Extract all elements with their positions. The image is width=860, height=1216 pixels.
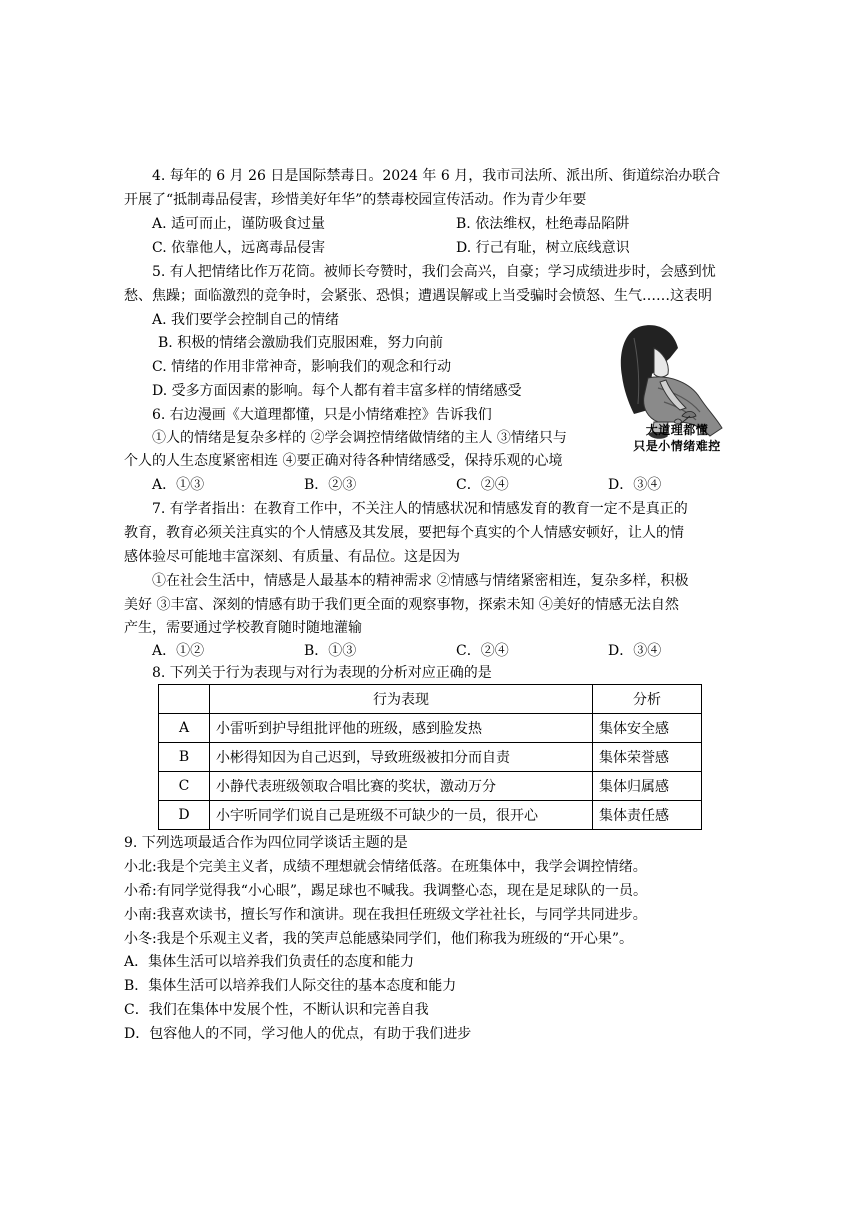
- table-cell-option: A: [159, 714, 210, 743]
- q9-stem: 9. 下列选项最适合作为四位同学谈话主题的是: [124, 835, 408, 851]
- cartoon-caption-line1: 大道理都懂: [645, 423, 709, 437]
- table-cell-analysis: 集体荣誉感: [593, 743, 702, 772]
- q6-option-c: C．②④: [456, 477, 509, 493]
- table-cell-behavior: 小静代表班级领取合唱比赛的奖状，激动万分: [210, 772, 593, 801]
- table-row: [159, 714, 702, 743]
- q6-option-a: A．①③: [152, 477, 205, 493]
- q9-speaker-xiaonan: 小南:我喜欢读书，擅长写作和演讲。现在我担任班级文学社社长，与同学共同进步。: [124, 907, 647, 923]
- q4-option-c: C. 依靠他人，远离毒品侵害: [152, 240, 326, 256]
- q7-stem-line2: 教育，教育必须关注真实的个人情感及其发展，要把每个真实的个人情感安顿好，让人的情: [124, 525, 684, 541]
- q5-option-b: B. 积极的情绪会激励我们克服困难，努力向前: [158, 335, 444, 351]
- q8-table: [158, 684, 702, 830]
- q6-option-b: B．②③: [304, 477, 357, 493]
- cartoon-caption: [612, 422, 742, 454]
- cartoon-caption-line2: 只是小情绪难控: [633, 439, 721, 453]
- q9-option-d: D．包容他人的不同，学习他人的优点，有助于我们进步: [124, 1026, 472, 1042]
- q8-stem: 8. 下列关于行为表现与对行为表现的分析对应正确的是: [152, 665, 492, 681]
- table-header-row: [159, 685, 702, 714]
- q9-speaker-xiaodong: 小冬:我是个乐观主义者，我的笑声总能感染同学们，他们称我为班级的“开心果”。: [124, 931, 634, 947]
- q5-option-d: D. 受多方面因素的影响。每个人都有着丰富多样的情绪感受: [152, 383, 522, 399]
- table-header-cell: 行为表现: [210, 685, 593, 714]
- table-header-cell: 分析: [593, 685, 702, 714]
- q9-option-a: A．集体生活可以培养我们负责任的态度和能力: [124, 954, 415, 970]
- q7-stem-line3: 感体验尽可能地丰富深刻、有质量、有品位。这是因为: [124, 549, 460, 565]
- table-row: [159, 772, 702, 801]
- q4-stem-line1: 4. 每年的 6 月 26 日是国际禁毒日。2024 年 6 月，我市司法所、派出所、街道综治办联合: [152, 168, 721, 184]
- q7-stem-line5: 美好 ③丰富、深刻的情感有助于我们更全面的观察事物，探索未知 ④美好的情感无法自然: [124, 597, 679, 613]
- table-cell-option: D: [159, 801, 210, 830]
- q7-stem-line6: 产生，需要通过学校教育随时随地灌输: [124, 620, 362, 636]
- q5-stem-line2: 愁、焦躁；面临激烈的竞争时，会紧张、恐惧；遭遇误解或上当受骗时会愤怒、生气……这表明: [124, 288, 712, 304]
- q4-option-b: B. 依法维权，杜绝毒品陷阱: [456, 216, 630, 232]
- q4-stem-line2: 开展了“抵制毒品侵害，珍惜美好年华”的禁毒校园宣传活动。作为青少年要: [124, 192, 587, 208]
- table-cell-behavior: 小彬得知因为自己迟到，导致班级被扣分而自责: [210, 743, 593, 772]
- q9-speaker-xiaoxi: 小希:有同学觉得我“小心眼”，踢足球也不喊我。我调整心态，现在是足球队的一员。: [124, 883, 648, 899]
- table-cell-analysis: 集体归属感: [593, 772, 702, 801]
- q9-speaker-xiaobei: 小北:我是个完美主义者，成绩不理想就会情绪低落。在班集体中，我学会调控情绪。: [124, 859, 647, 875]
- q5-option-c: C. 情绪的作用非常神奇，影响我们的观念和行动: [152, 359, 452, 375]
- q6-option-d: D．③④: [608, 477, 662, 493]
- q7-option-c: C．②④: [456, 643, 509, 659]
- q4-option-a: A. 适可而止，谨防吸食过量: [152, 216, 326, 232]
- table-cell-behavior: 小宇听同学们说自己是班级不可缺少的一员，很开心: [210, 801, 593, 830]
- table-cell-option: C: [159, 772, 210, 801]
- q6-stem-line1: 6. 右边漫画《大道理都懂，只是小情绪难控》告诉我们: [152, 407, 492, 423]
- table-header-cell: [159, 685, 210, 714]
- table-row: [159, 743, 702, 772]
- table-row: [159, 801, 702, 830]
- q5-option-a: A. 我们要学会控制自己的情绪: [152, 312, 340, 328]
- q7-stem-line1: 7. 有学者指出：在教育工作中，不关注人的情感状况和情感发育的教育一定不是真正的: [152, 501, 688, 517]
- table-cell-analysis: 集体安全感: [593, 714, 702, 743]
- q5-stem-line1: 5. 有人把情绪比作万花筒。被师长夸赞时，我们会高兴，自豪；学习成绩进步时，会感到忧: [152, 264, 716, 280]
- q7-option-b: B．①③: [304, 643, 357, 659]
- q9-option-c: C．我们在集体中发展个性，不断认识和完善自我: [124, 1002, 429, 1018]
- table-cell-option: B: [159, 743, 210, 772]
- q7-option-a: A．①②: [152, 643, 205, 659]
- q4-option-d: D. 行己有耻，树立底线意识: [456, 240, 630, 256]
- q7-stem-line4: ①在社会生活中，情感是人最基本的精神需求 ②情感与情绪紧密相连，复杂多样，积极: [152, 573, 689, 589]
- q6-stem-line2: ①人的情绪是复杂多样的 ②学会调控情绪做情绪的主人 ③情绪只与: [152, 430, 567, 446]
- q6-stem-line3: 个人的人生态度紧密相连 ④要正确对待各种情绪感受，保持乐观的心境: [124, 453, 563, 469]
- q7-option-d: D．③④: [608, 643, 662, 659]
- q9-option-b: B．集体生活可以培养我们人际交往的基本态度和能力: [124, 978, 457, 994]
- table-cell-analysis: 集体责任感: [593, 801, 702, 830]
- table-cell-behavior: 小雷听到护导组批评他的班级，感到脸发热: [210, 714, 593, 743]
